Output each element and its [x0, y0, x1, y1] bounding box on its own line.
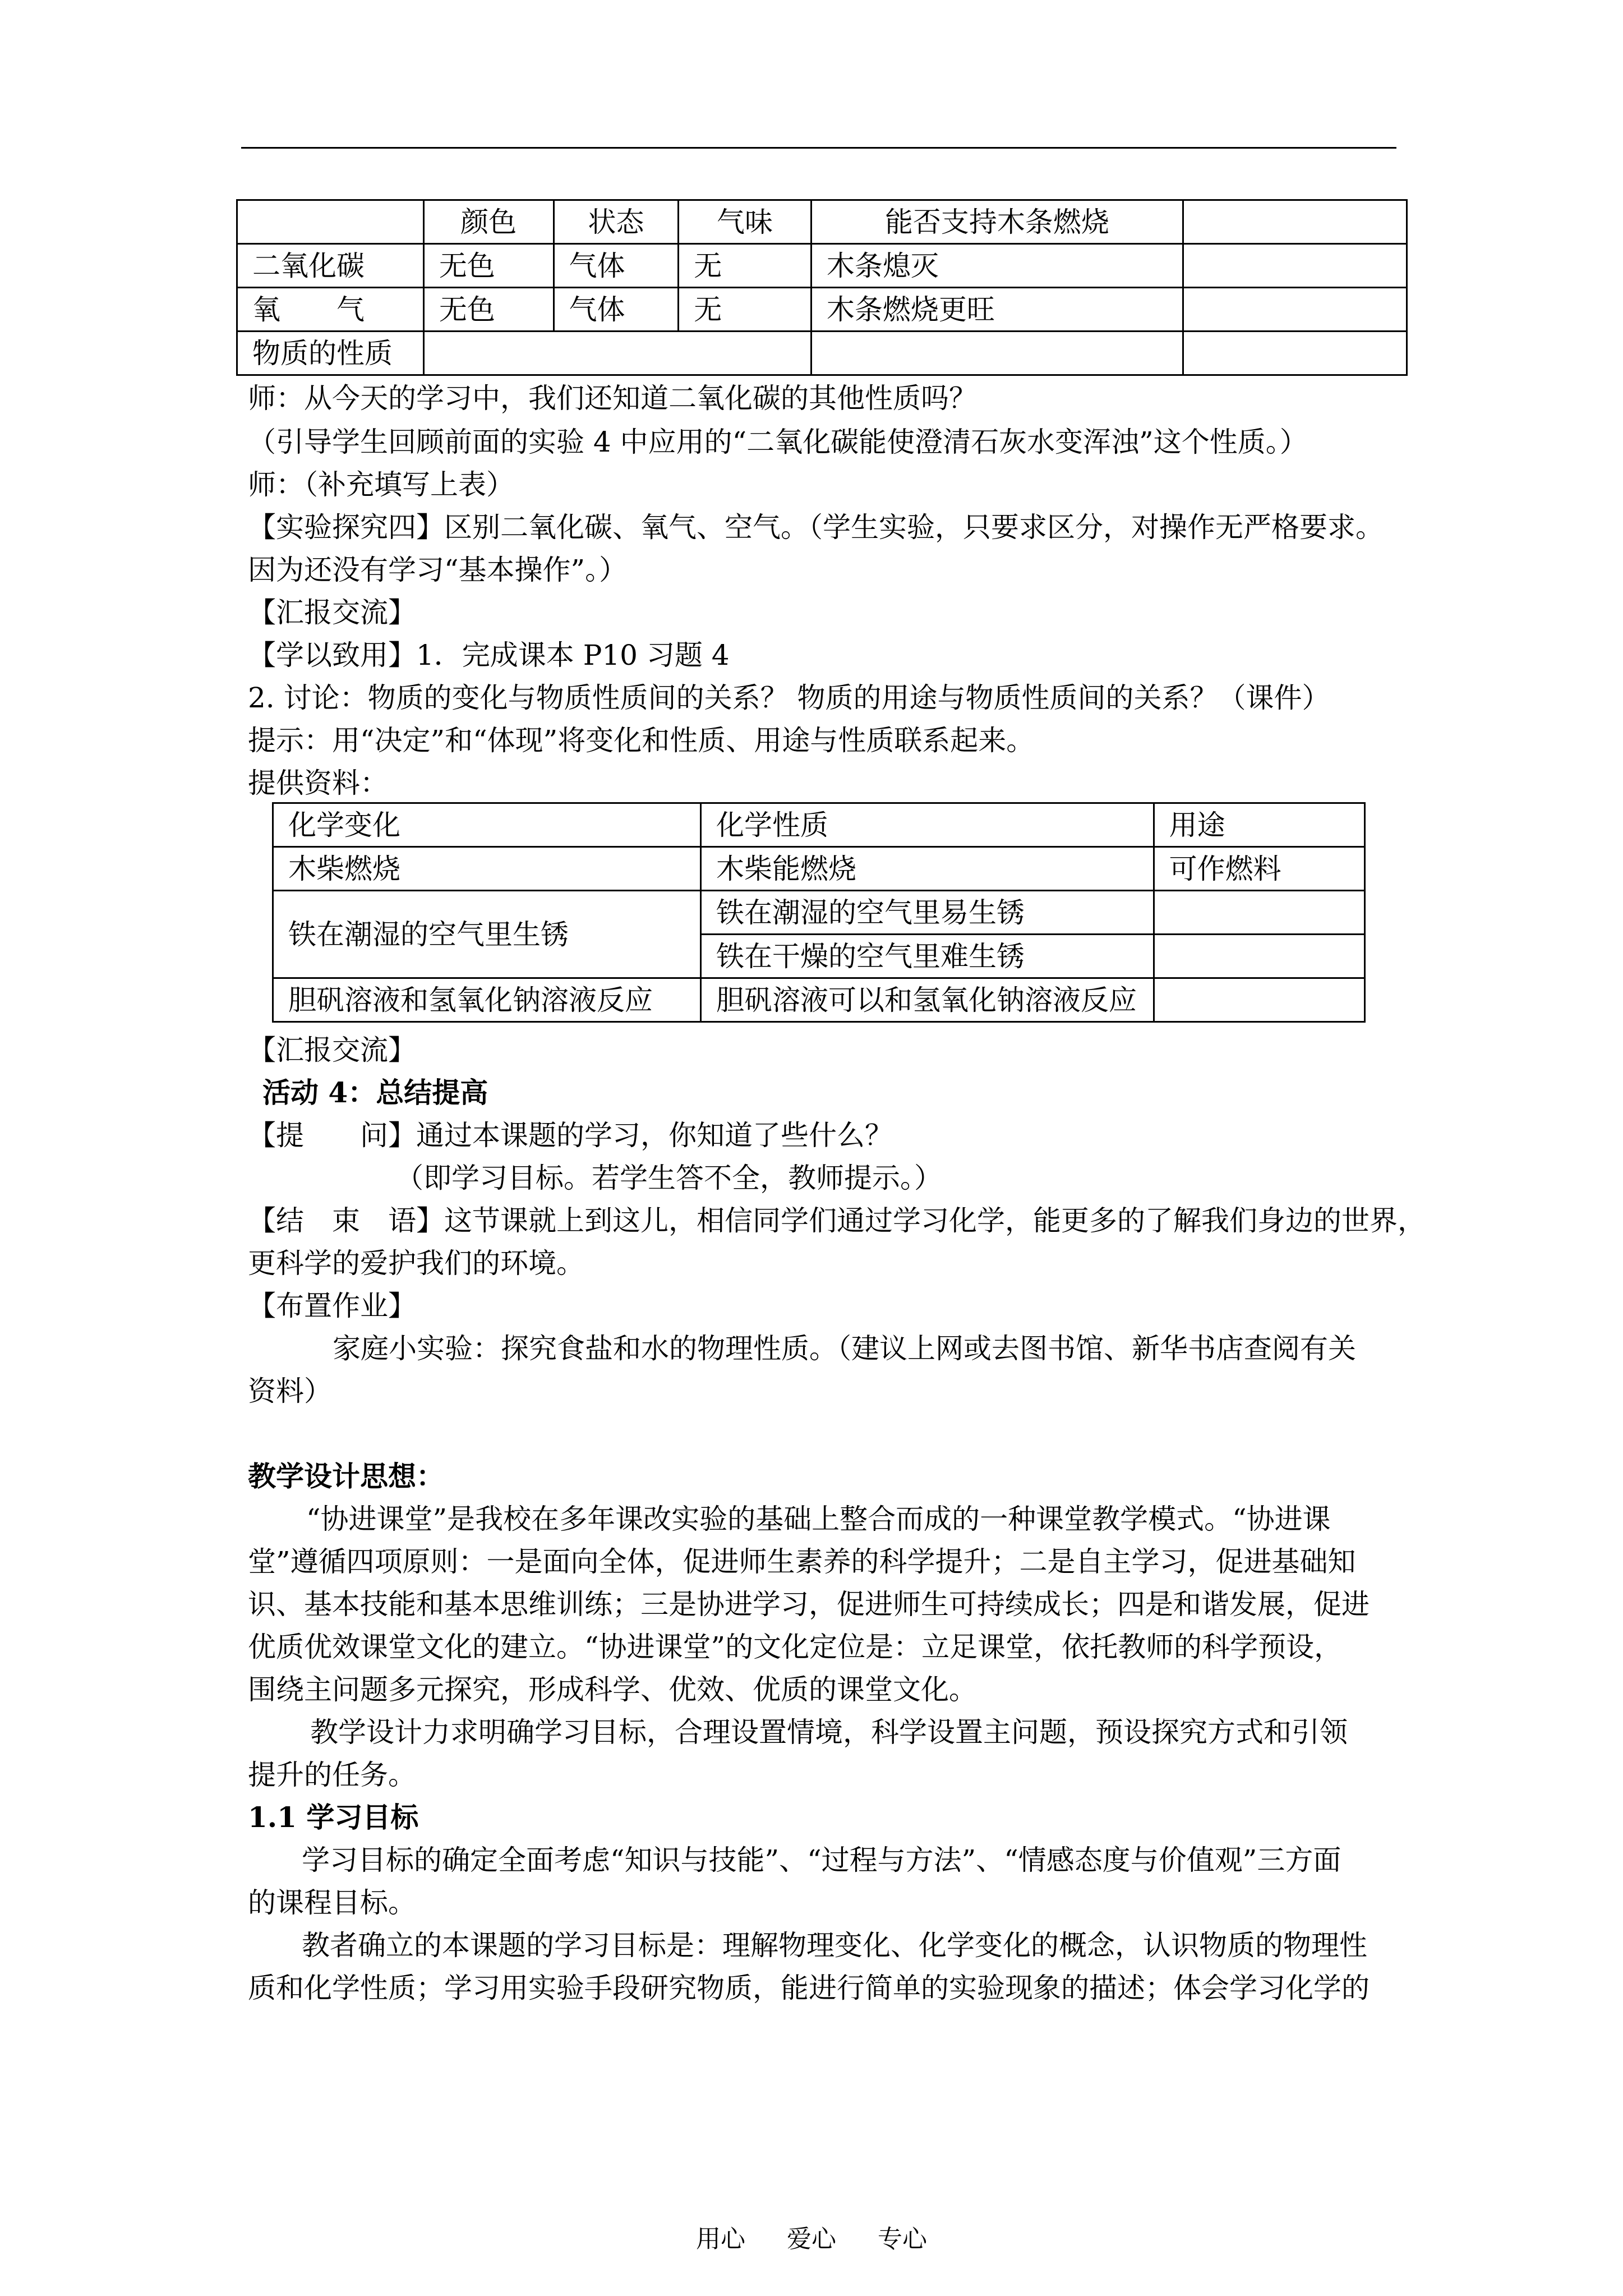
text-line: 识、基本技能和基本思维训练；三是协进学习，促进师生可持续成长；四是和谐发展，促进	[248, 1588, 1370, 1621]
table-cell	[423, 332, 811, 375]
table-cell: 铁在潮湿的空气里易生锈	[701, 891, 1154, 935]
table-cell	[1183, 244, 1407, 288]
table-header-cell: 化学性质	[701, 803, 1154, 847]
table-cell	[811, 332, 1183, 375]
text-line: 【结 束 语】这节课就上到这儿，相信同学们通过学习化学，能更多的了解我们身边的世界，	[248, 1204, 1426, 1237]
table-cell: 无	[679, 244, 811, 288]
table-cell	[1183, 200, 1407, 244]
page-footer	[0, 2219, 1623, 2254]
text-line: 堂”遵循四项原则：一是面向全体，促进师生素养的科学提升；二是自主学习，促进基础知	[248, 1545, 1356, 1578]
text-line: （即学习目标。若学生答不全，教师提示。）	[395, 1162, 942, 1194]
table-cell	[1183, 288, 1407, 332]
change-property-use-table	[272, 802, 1366, 1023]
text-line: 家庭小实验：探究食盐和水的物理性质。（建议上网或去图书馆、新华书店查阅有关	[333, 1332, 1356, 1365]
text-line: 【汇报交流】	[248, 1034, 416, 1066]
text-line: 提示：用“决定”和“体现”将变化和性质、用途与性质联系起来。	[248, 724, 1035, 757]
footer-text: 专心	[878, 2225, 927, 2253]
table-header-cell: 状态	[554, 200, 679, 244]
table-row	[273, 891, 1365, 935]
text-line: 质和化学性质；学习用实验手段研究物质，能进行简单的实验现象的描述；体会学习化学的	[248, 1972, 1370, 2004]
table-cell: 木柴燃烧	[273, 847, 701, 891]
table-cell: 胆矾溶液和氢氧化钠溶液反应	[273, 978, 701, 1022]
table-header-cell: 颜色	[423, 200, 554, 244]
section-heading: 1.1 学习目标	[248, 1801, 419, 1834]
table-cell	[1183, 332, 1407, 375]
text-line: 【实验探究四】区别二氧化碳、氧气、空气。（学生实验，只要求区分，对操作无严格要求。	[248, 511, 1384, 544]
text-line: 2. 讨论：物质的变化与物质性质间的关系？ 物质的用途与物质性质间的关系？（课件）	[248, 682, 1330, 714]
table-row	[237, 332, 1407, 375]
table-row	[237, 200, 1407, 244]
section-heading: 教学设计思想：	[248, 1460, 444, 1493]
table-header-cell: 气味	[679, 200, 811, 244]
table-cell: 气体	[554, 288, 679, 332]
table-cell	[1154, 935, 1364, 978]
text-line: 【学以致用】1．完成课本 P10 习题 4	[248, 639, 730, 671]
table-header-cell: 用途	[1154, 803, 1364, 847]
properties-table	[236, 199, 1408, 376]
table-cell	[1154, 891, 1364, 935]
table-cell: 无色	[423, 288, 554, 332]
table-cell: 可作燃料	[1154, 847, 1364, 891]
text-line: 【汇报交流】	[248, 596, 416, 629]
table-header-cell: 化学变化	[273, 803, 701, 847]
table-cell: 铁在潮湿的空气里生锈	[273, 891, 701, 978]
table-cell: 物质的性质	[237, 332, 424, 375]
text-line: 教学设计力求明确学习目标，合理设置情境，科学设置主问题，预设探究方式和引领	[310, 1716, 1348, 1749]
footer-text: 用心	[696, 2225, 745, 2253]
table-cell: 胆矾溶液可以和氢氧化钠溶液反应	[701, 978, 1154, 1022]
text-line: 因为还没有学习“基本操作”。）	[248, 554, 628, 586]
text-line: 【提 问】通过本课题的学习，你知道了些什么？	[248, 1119, 893, 1152]
text-line: 师：从今天的学习中，我们还知道二氧化碳的其他性质吗？	[248, 382, 977, 415]
text-line: 提供资料：	[248, 767, 388, 799]
table-cell: 木柴能燃烧	[701, 847, 1154, 891]
text-line: “协进课堂”是我校在多年课改实验的基础上整合而成的一种课堂教学模式。“协进课	[306, 1503, 1331, 1535]
table-cell: 气体	[554, 244, 679, 288]
table-row	[273, 847, 1365, 891]
text-line: 学习目标的确定全面考虑“知识与技能”、“过程与方法”、“情感态度与价值观”三方面	[302, 1844, 1341, 1876]
text-line: 围绕主问题多元探究，形成科学、优效、优质的课堂文化。	[248, 1673, 977, 1706]
table-row	[237, 244, 1407, 288]
table-cell	[237, 200, 424, 244]
table-row	[273, 803, 1365, 847]
text-line: 师：（补充填写上表）	[248, 468, 514, 501]
text-line: 优质优效课堂文化的建立。“协进课堂”的文化定位是：立足课堂，依托教师的科学预设，	[248, 1631, 1343, 1663]
text-line: 教者确立的本课题的学习目标是：理解物理变化、化学变化的概念，认识物质的物理性	[302, 1929, 1367, 1962]
table-cell: 氧 气	[237, 288, 424, 332]
table-header-cell: 能否支持木条燃烧	[811, 200, 1183, 244]
table-cell: 铁在干燥的空气里难生锈	[701, 935, 1154, 978]
text-line: 【布置作业】	[248, 1290, 416, 1322]
text-line: 更科学的爱护我们的环境。	[248, 1247, 584, 1280]
table-cell: 木条燃烧更旺	[811, 288, 1183, 332]
table-row	[237, 288, 1407, 332]
table-row	[273, 978, 1365, 1022]
activity-heading: 活动 4：总结提高	[262, 1076, 488, 1109]
table-cell: 无色	[423, 244, 554, 288]
table-cell	[1154, 978, 1364, 1022]
header-rule	[241, 147, 1396, 149]
table-cell: 二氧化碳	[237, 244, 424, 288]
table-cell: 木条熄灭	[811, 244, 1183, 288]
footer-text: 爱心	[787, 2225, 836, 2253]
table-cell: 无	[679, 288, 811, 332]
text-line: 提升的任务。	[248, 1759, 416, 1791]
text-line: 的课程目标。	[248, 1887, 416, 1919]
text-line: 资料）	[248, 1375, 332, 1407]
text-line: （引导学生回顾前面的实验 4 中应用的“二氧化碳能使澄清石灰水变浑浊”这个性质。）	[248, 426, 1308, 458]
